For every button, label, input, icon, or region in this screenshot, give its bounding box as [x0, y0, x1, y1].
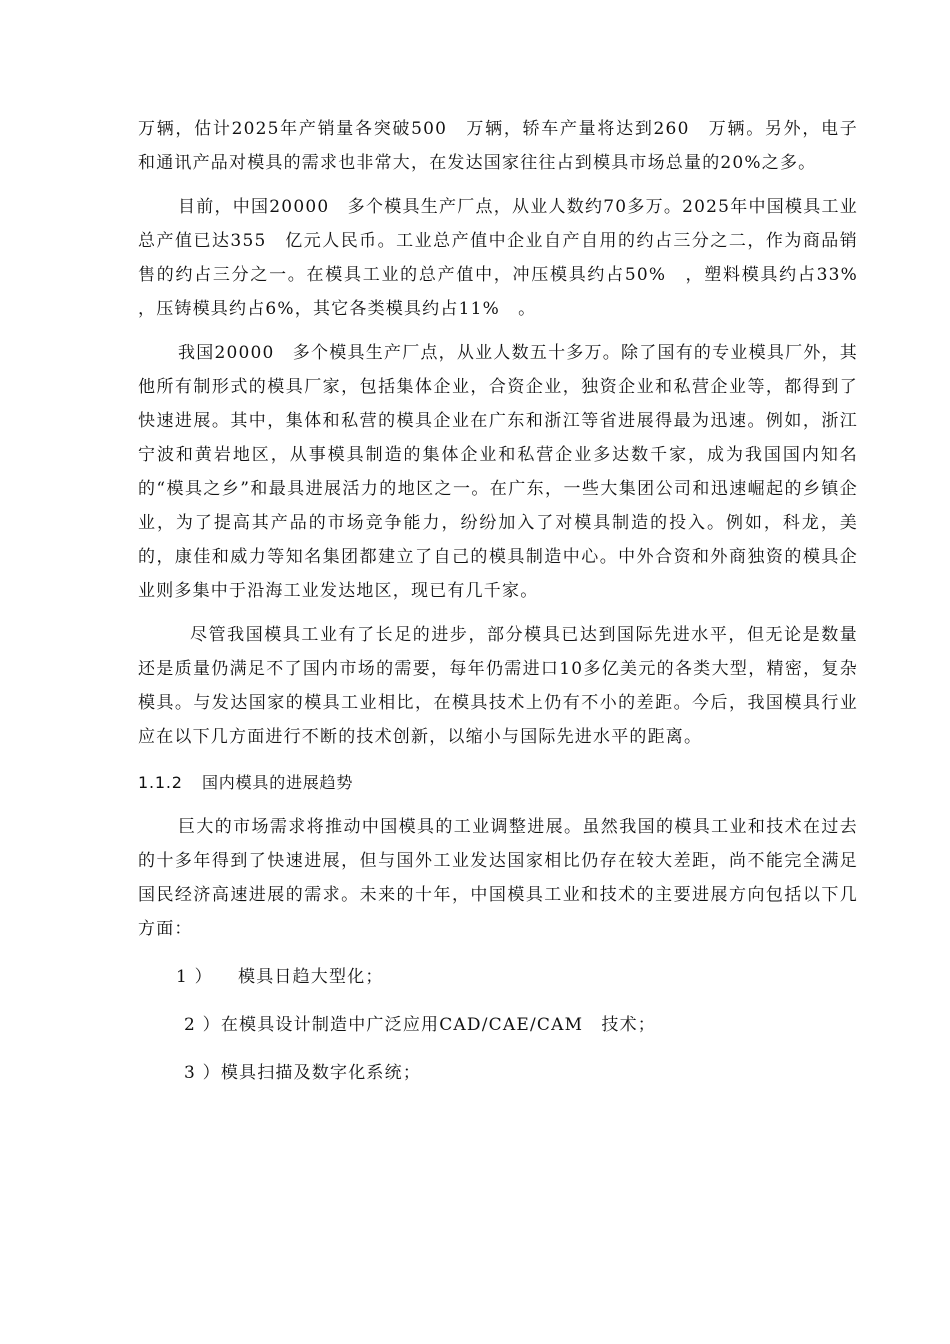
section-number: 1.1.2	[138, 773, 183, 792]
paragraph-3: 我国20000 多个模具生产厂点，从业人数五十多万。除了国有的专业模具厂外，其他所有制形式的模具厂家，包括集体企业，合资企业，独资企业和私营企业等，都得到了快速进展。其中，集体和私营的模具企业在广东和浙江等省进展得最为迅速。例如，浙江宁波和黄岩地区，从事模具制造的集体企业和私营企业多达数千家，成为我国国内知名的“模具之乡”和最具进展活力的地区之一。在广东，一些大集团公司和迅速崛起的乡镇企业，为了提高其产品的市场竞争能力，纷纷加入了对模具制造的投入。例如，科龙，美的，康佳和威力等知名集团都建立了自己的模具制造中心。中外合资和外商独资的模具企业则多集中于沿海工业发达地区，现已有几千家。	[138, 343, 858, 601]
list-marker: 3 ）	[184, 1063, 221, 1083]
paragraph-5: 巨大的市场需求将推动中国模具的工业调整进展。虽然我国的模具工业和技术在过去的十多年得到了快速进展，但与国外工业发达国家相比仍存在较大差距，尚不能完全满足国民经济高速进展的需求。未来的十年，中国模具工业和技术的主要进展方向包括以下几方面：	[138, 817, 858, 939]
list-text: 在模具设计制造中广泛应用CAD/CAE/CAM 技术；	[220, 1015, 656, 1035]
list-item	[138, 994, 858, 1042]
section-heading	[138, 768, 858, 798]
list-marker: 1 ）	[176, 967, 213, 987]
paragraph-1: 万辆，估计2025年产销量各突破500 万辆，轿车产量将达到260 万辆。另外，电子和通讯产品对模具的需求也非常大，在发达国家往往占到模具市场总量的20%之多。	[138, 119, 858, 173]
list-item	[138, 1042, 858, 1090]
list-marker: 2 ）	[184, 1015, 221, 1035]
list-item	[138, 946, 858, 994]
paragraph-4: 尽管我国模具工业有了长足的进步，部分模具已达到国际先进水平，但无论是数量还是质量仍满足不了国内市场的需要，每年仍需进口10多亿美元的各类大型，精密，复杂模具。与发达国家的模具工业相比，在模具技术上仍有不小的差距。今后，我国模具行业应在以下几方面进行不断的技术创新，以缩小与国际先进水平的距离。	[138, 625, 858, 747]
list-text: 模具扫描及数字化系统；	[220, 1063, 422, 1083]
section-title: 国内模具的进展趋势	[202, 773, 354, 792]
document-page	[138, 112, 877, 1090]
paragraph-2: 目前，中国20000 多个模具生产厂点，从业人数约70多万。2025年中国模具工业总产值已达355 亿元人民币。工业总产值中企业自产自用的约占三分之二，作为商品销售的约占三分之一。在模具工业的总产值中，冲压模具约占50% ，塑料模具约占33% ，压铸模具约占6%，其它各类模具约占11% 。	[138, 197, 877, 319]
list-text: 模具日趋大型化；	[238, 967, 384, 987]
